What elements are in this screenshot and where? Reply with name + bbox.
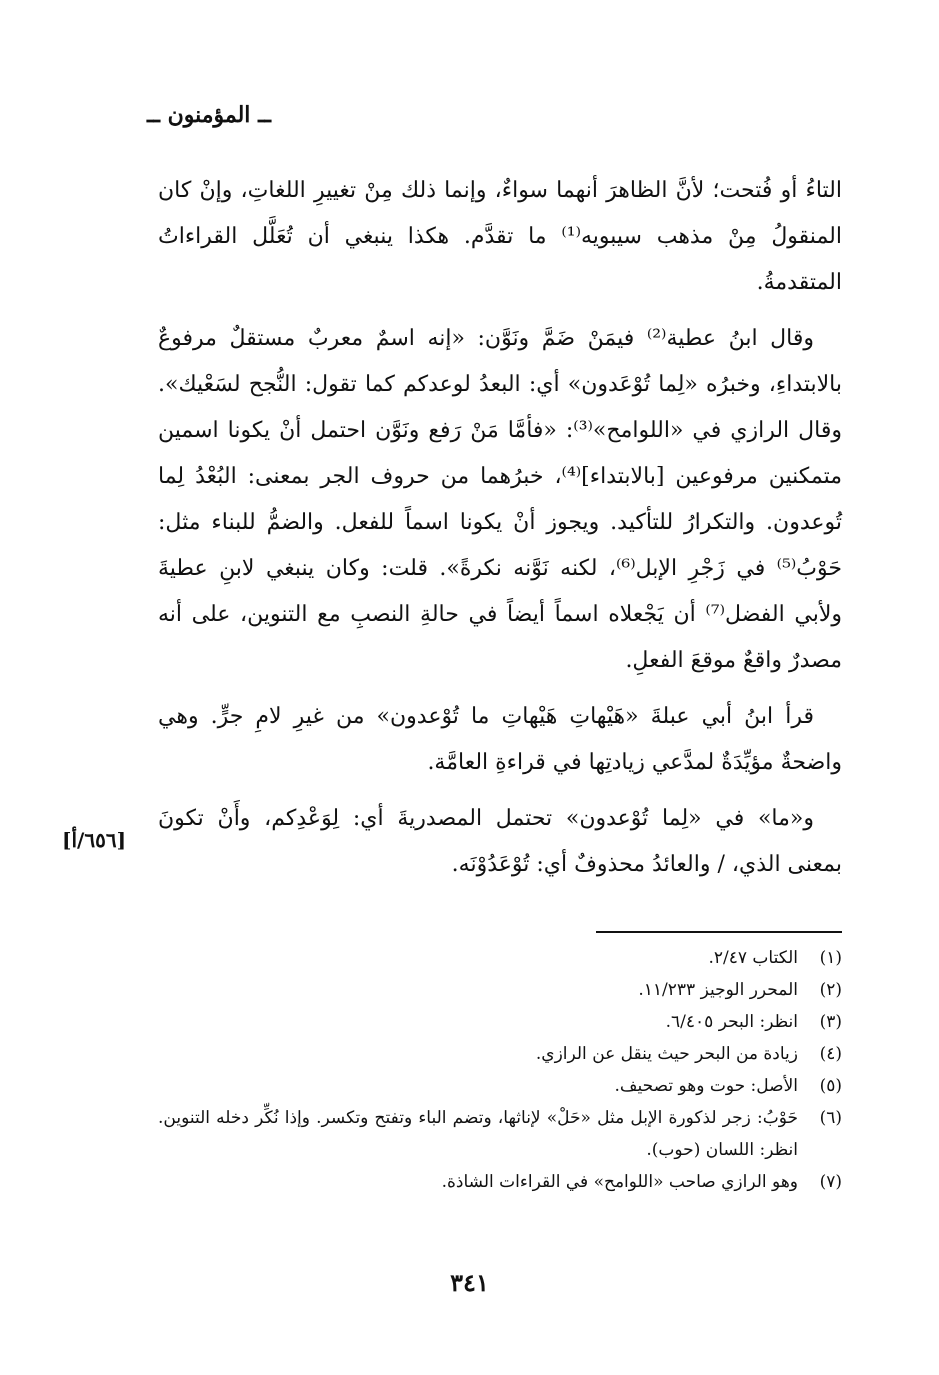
- footnote-text: الكتاب ٢/٤٧.: [708, 948, 798, 968]
- footnote-number: (٦): [819, 1108, 842, 1128]
- footnote: [158, 1166, 842, 1198]
- footnote: [158, 1070, 842, 1102]
- footnote-text: حَوْبُ: زجر لذكورة الإبل مثل «حَلْ» لإناثها، وتضم الباء وتفتح وتكسر. وإذا نُكِّر دخله التنوين. انظر: اللسان (حوب).: [158, 1108, 798, 1160]
- footnote-number: (٢): [819, 980, 842, 1000]
- footnote: [158, 974, 842, 1006]
- page-number: ٣٤١: [450, 1268, 489, 1297]
- paragraph: التاءُ أو فُتحت؛ لأنَّ الظاهرَ أنهما سواءٌ، وإنما ذلك مِنْ تغييرِ اللغاتِ، وإنْ كان المنقولُ مِنْ مذهب سيبويه⁽¹⁾ ما تقدَّم. هكذا ينبغي أن تُعَلَّل القراءاتُ المتقدمةُ.: [158, 178, 842, 295]
- footnote-number: (٣): [819, 1012, 842, 1032]
- footnote-text: زيادة من البحر حيث ينقل عن الرازي.: [535, 1044, 798, 1064]
- footnote-divider: [596, 931, 842, 933]
- footnote: [158, 942, 842, 974]
- manuscript-folio-marker: [٦٥٦/أ]: [62, 828, 127, 852]
- footnotes-list: [158, 942, 842, 1198]
- paragraph: و«ما» في «لِما تُوْعدون» تحتمل المصدريةَ أي: لِوَعْدِكم، وأَنْ تكونَ بمعنى الذي، / والعائدُ محذوفٌ أي: تُوْعَدُوْنَه.: [158, 806, 842, 877]
- footnote: [158, 1006, 842, 1038]
- footnote: [158, 1038, 842, 1070]
- paragraph: قرأ ابنُ أبي عبلةَ «هَيْهاتِ هَيْهاتِ ما تُوْعدون» من غيرِ لامِ جرٍّ. وهي واضحةٌ مؤيِّدَةٌ لمدَّعي زيادتِها في قراءةِ العامَّة.: [158, 704, 842, 775]
- footnote-number: (٥): [819, 1076, 842, 1096]
- footnote-number: (٧): [819, 1172, 842, 1192]
- footnote: [158, 1102, 842, 1166]
- main-text: [158, 168, 842, 898]
- footnote-text: المحرر الوجيز ١١/٢٣٣.: [638, 980, 798, 1000]
- paragraph: وقال ابنُ عطية⁽²⁾ فيمَنْ ضَمَّ ونَوَّن: «إنه اسمٌ معربٌ مستقلٌ مرفوعٌ بالابتداءِ، وخبرُه «لِما تُوْعَدون» أي: البعدُ لوعدكم كما تقول: النُّجح لسَعْيك». وقال الرازي في «اللوامح»⁽³⁾: «فأمَّا مَنْ رَفع ونَوَّن احتمل أنْ يكونا اسمين متمكنين مرفوعين [بالابتداء]⁽⁴⁾، خبرُهما من حروف الجر بمعنى: البُعْدُ لِما تُوعدون. والتكرارُ للتأكيد. ويجوز أنْ يكونا اسماً للفعل. والضمُّ للبناء مثل: حَوْبُ⁽⁵⁾ في زَجْرِ الإبل⁽⁶⁾، لكنه نَوَّنه نكرةً». قلت: وكان ينبغي لابنِ عطيةَ ولأبي الفضل⁽⁷⁾ أن يَجْعلاه اسماً أيضاً في حالةِ النصبِ مع التنوين، على أنه مصدرٌ واقعٌ موقعَ الفعلِ.: [158, 326, 843, 673]
- footnote-text: الأصل: حوت وهو تصحيف.: [614, 1076, 798, 1096]
- footnote-text: وهو الرازي صاحب «اللوامح» في القراءات الشاذة.: [441, 1172, 798, 1192]
- footnote-number: (١): [819, 948, 842, 968]
- running-header: ــ المؤمنون ــ: [147, 102, 271, 128]
- footnote-text: انظر: البحر ٦/٤٠٥.: [665, 1012, 798, 1032]
- footnote-number: (٤): [819, 1044, 842, 1064]
